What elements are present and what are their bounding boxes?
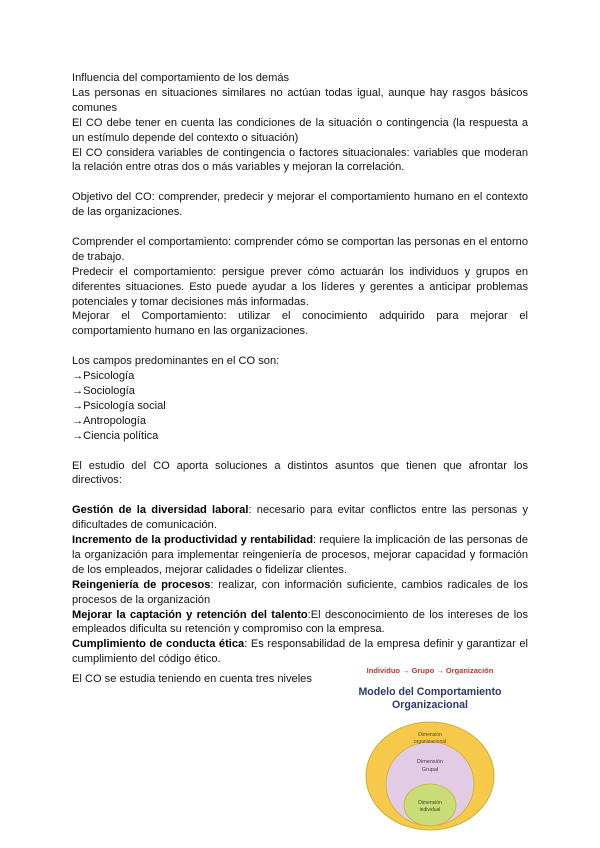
- solution-text: : realizar, con información suficiente, cambios radicales de los procesos de la organización: [72, 578, 528, 606]
- solution-item: [72, 533, 528, 578]
- field-item: →Ciencia política: [72, 429, 159, 442]
- goal-understand: Comprender el comportamiento: comprender cómo se comportan las personas en el entorno de trabajo.: [72, 235, 528, 263]
- diagram-title-line: Modelo del Comportamiento: [358, 686, 502, 698]
- section-heading: Influencia del comportamiento de los demás: [72, 72, 290, 84]
- goal-improve: Mejorar el Comportamiento: utilizar el conocimiento adquirido para mejorar el comportamiento humano en las organizaciones.: [72, 310, 528, 338]
- field-item: →Antropología: [72, 414, 147, 427]
- diagram-flow-text: Individuo → Grupo → Organización: [366, 666, 494, 675]
- intro-paragraph-1: Las personas en situaciones similares no actúan todas igual, aunque hay rasgos básicos comunes: [72, 86, 528, 114]
- nested-ellipses: [365, 721, 495, 831]
- outer-label-2: organizacional: [413, 739, 447, 745]
- solution-term: Cumplimiento de conducta ética: [72, 638, 245, 651]
- document-body: [72, 71, 528, 667]
- solution-text: :El desconocimiento de los intereses de los empleados dificulta su retención y compromiso con la empresa.: [72, 608, 528, 636]
- levels-line: El CO se estudia teniendo en cuenta tres niveles: [72, 673, 312, 685]
- solutions-intro: El estudio del CO aporta soluciones a distintos asuntos que tienen que afrontar los directivos:: [72, 459, 528, 487]
- solution-term: Gestión de la diversidad laboral: [72, 504, 249, 517]
- middle-label-1: Dimensión: [417, 759, 443, 765]
- middle-label-2: Grupal: [421, 767, 439, 773]
- goal-predict: Predecir el comportamiento: persigue prever cómo actuarán los individuos y grupos en diferentes situaciones. Esto puede ayudar a los líderes y gerentes a anticipar problemas potenciales y tomar decisiones más informadas.: [72, 265, 528, 308]
- diagram-title-line: Organizacional: [392, 699, 468, 711]
- field-item: →Sociología: [72, 384, 135, 397]
- inner-label-1: Dimensión: [418, 800, 442, 806]
- fields-intro: Los campos predominantes en el CO son:: [72, 355, 280, 368]
- field-item: →Psicología social: [72, 399, 166, 412]
- solution-term: Reingeniería de procesos: [72, 578, 211, 591]
- solution-item: [72, 608, 528, 638]
- outer-label-1: Dimensión: [418, 732, 442, 738]
- solution-item: [72, 637, 528, 667]
- solution-item: [72, 578, 528, 608]
- solution-text: : Es responsabilidad de la empresa definir y garantizar el cumplimiento del código ético.: [72, 638, 529, 666]
- objective-paragraph: Objetivo del CO: comprender, predecir y mejorar el comportamiento humano en el contexto de las organizaciones.: [72, 191, 528, 219]
- field-item: →Psicología: [72, 370, 135, 383]
- diagram-title: [340, 686, 520, 712]
- intro-paragraph-3: El CO considera variables de contingencia o factores situacionales: variables que moderan la relación entre otras dos o más variables y mejoran la correlación.: [72, 146, 528, 174]
- solution-item: [72, 503, 528, 533]
- solution-term: Incremento de la productividad y rentabilidad: [72, 534, 313, 547]
- solution-text: : necesario para evitar conflictos entre las personas y dificultades de comunicación.: [72, 504, 528, 532]
- intro-paragraph-2: El CO debe tener en cuenta las condiciones de la situación o contingencia (la respuesta a un estímulo depende del contexto o situación): [72, 116, 528, 144]
- solution-term: Mejorar la captación y retención del talento: [72, 608, 308, 621]
- co-model-diagram: [340, 666, 520, 836]
- solution-text: : requiere la implicación de las personas de la organización para implementar reingeniería de procesos, mejorar capacidad y formación de los empleados, mejorar calidades o fidelizar clientes.: [72, 534, 528, 576]
- inner-label-2: individual: [419, 807, 441, 813]
